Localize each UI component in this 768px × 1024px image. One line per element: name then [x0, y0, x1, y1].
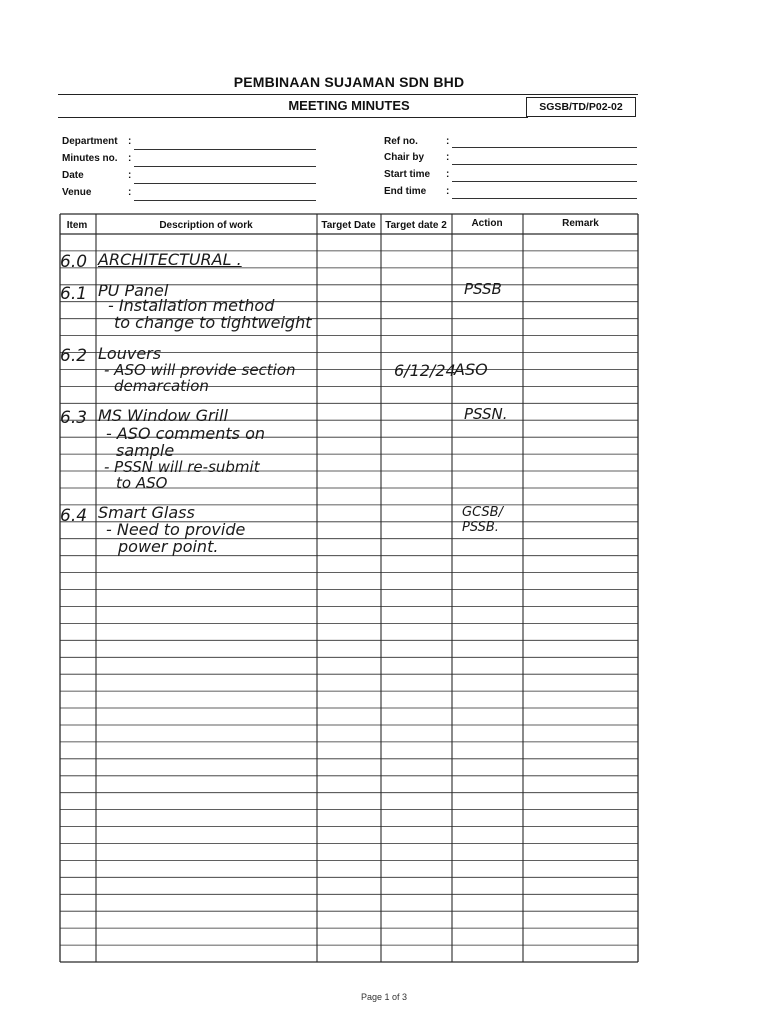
- entry-action: ASO: [454, 360, 488, 379]
- entry-action: GCSB/ PSSB.: [462, 505, 503, 535]
- entry-description-line: ARCHITECTURAL .: [98, 250, 242, 269]
- entry-action: PSSN.: [464, 405, 508, 423]
- colon: :: [446, 152, 450, 163]
- entry-description-line: power point.: [118, 537, 219, 556]
- col-header-remark: Remark: [562, 218, 599, 229]
- colon: :: [128, 153, 132, 164]
- document-code: SGSB/TD/P02-02: [526, 97, 636, 117]
- colon: :: [128, 187, 132, 198]
- field-label-department: Department: [62, 136, 118, 147]
- entry-description-line: MS Window Grill: [98, 406, 228, 425]
- entry-description-line: - ASO will provide section: [104, 361, 296, 379]
- document-title: MEETING MINUTES: [288, 98, 410, 113]
- colon: :: [446, 136, 450, 147]
- field-label-venue: Venue: [62, 187, 92, 198]
- field-label-ref-no: Ref no.: [384, 136, 418, 147]
- field-label-minutes-no: Minutes no.: [62, 153, 118, 164]
- field-label-start-time: Start time: [384, 169, 431, 180]
- entry-item-number: 6.2: [60, 346, 88, 366]
- colon: :: [128, 170, 132, 181]
- field-label-end-time: End time: [384, 186, 427, 197]
- entry-description-line: PU Panel: [98, 281, 169, 300]
- field-label-chair-by: Chair by: [384, 152, 425, 163]
- company-name: PEMBINAAN SUJAMAN SDN BHD: [233, 74, 465, 90]
- entry-description-line: to ASO: [116, 474, 168, 492]
- entry-description-line: to change to tightweight: [114, 313, 312, 332]
- entry-description-line: - Installation method: [108, 296, 275, 315]
- colon: :: [446, 186, 450, 197]
- entry-item-number: 6.4: [60, 506, 88, 526]
- col-header-target-date-2: Target date 2: [385, 220, 447, 231]
- entry-description-line: sample: [116, 441, 175, 460]
- entry-action: PSSB: [464, 280, 502, 298]
- col-header-description: Description of work: [159, 220, 253, 231]
- entry-description-line: demarcation: [114, 377, 209, 395]
- entry-description-line: Smart Glass: [98, 503, 195, 522]
- entry-item-number: 6.3: [60, 408, 88, 428]
- col-header-target-date: Target Date: [321, 220, 376, 231]
- entry-description-line: Louvers: [98, 344, 162, 363]
- col-header-action: Action: [471, 218, 503, 229]
- entry-target-date-2: 6/12/24: [394, 361, 456, 380]
- colon: :: [446, 169, 450, 180]
- entry-description-line: - ASO comments on: [106, 424, 266, 443]
- entry-item-number: 6.1: [60, 284, 88, 304]
- field-label-date: Date: [62, 170, 84, 181]
- col-header-item: Item: [66, 220, 88, 231]
- page-number: Page 1 of 3: [360, 992, 408, 1002]
- entry-description-line: - PSSN will re-submit: [104, 458, 260, 476]
- colon: :: [128, 136, 132, 147]
- entry-item-number: 6.0: [60, 252, 88, 272]
- entry-description-line: - Need to provide: [106, 520, 246, 539]
